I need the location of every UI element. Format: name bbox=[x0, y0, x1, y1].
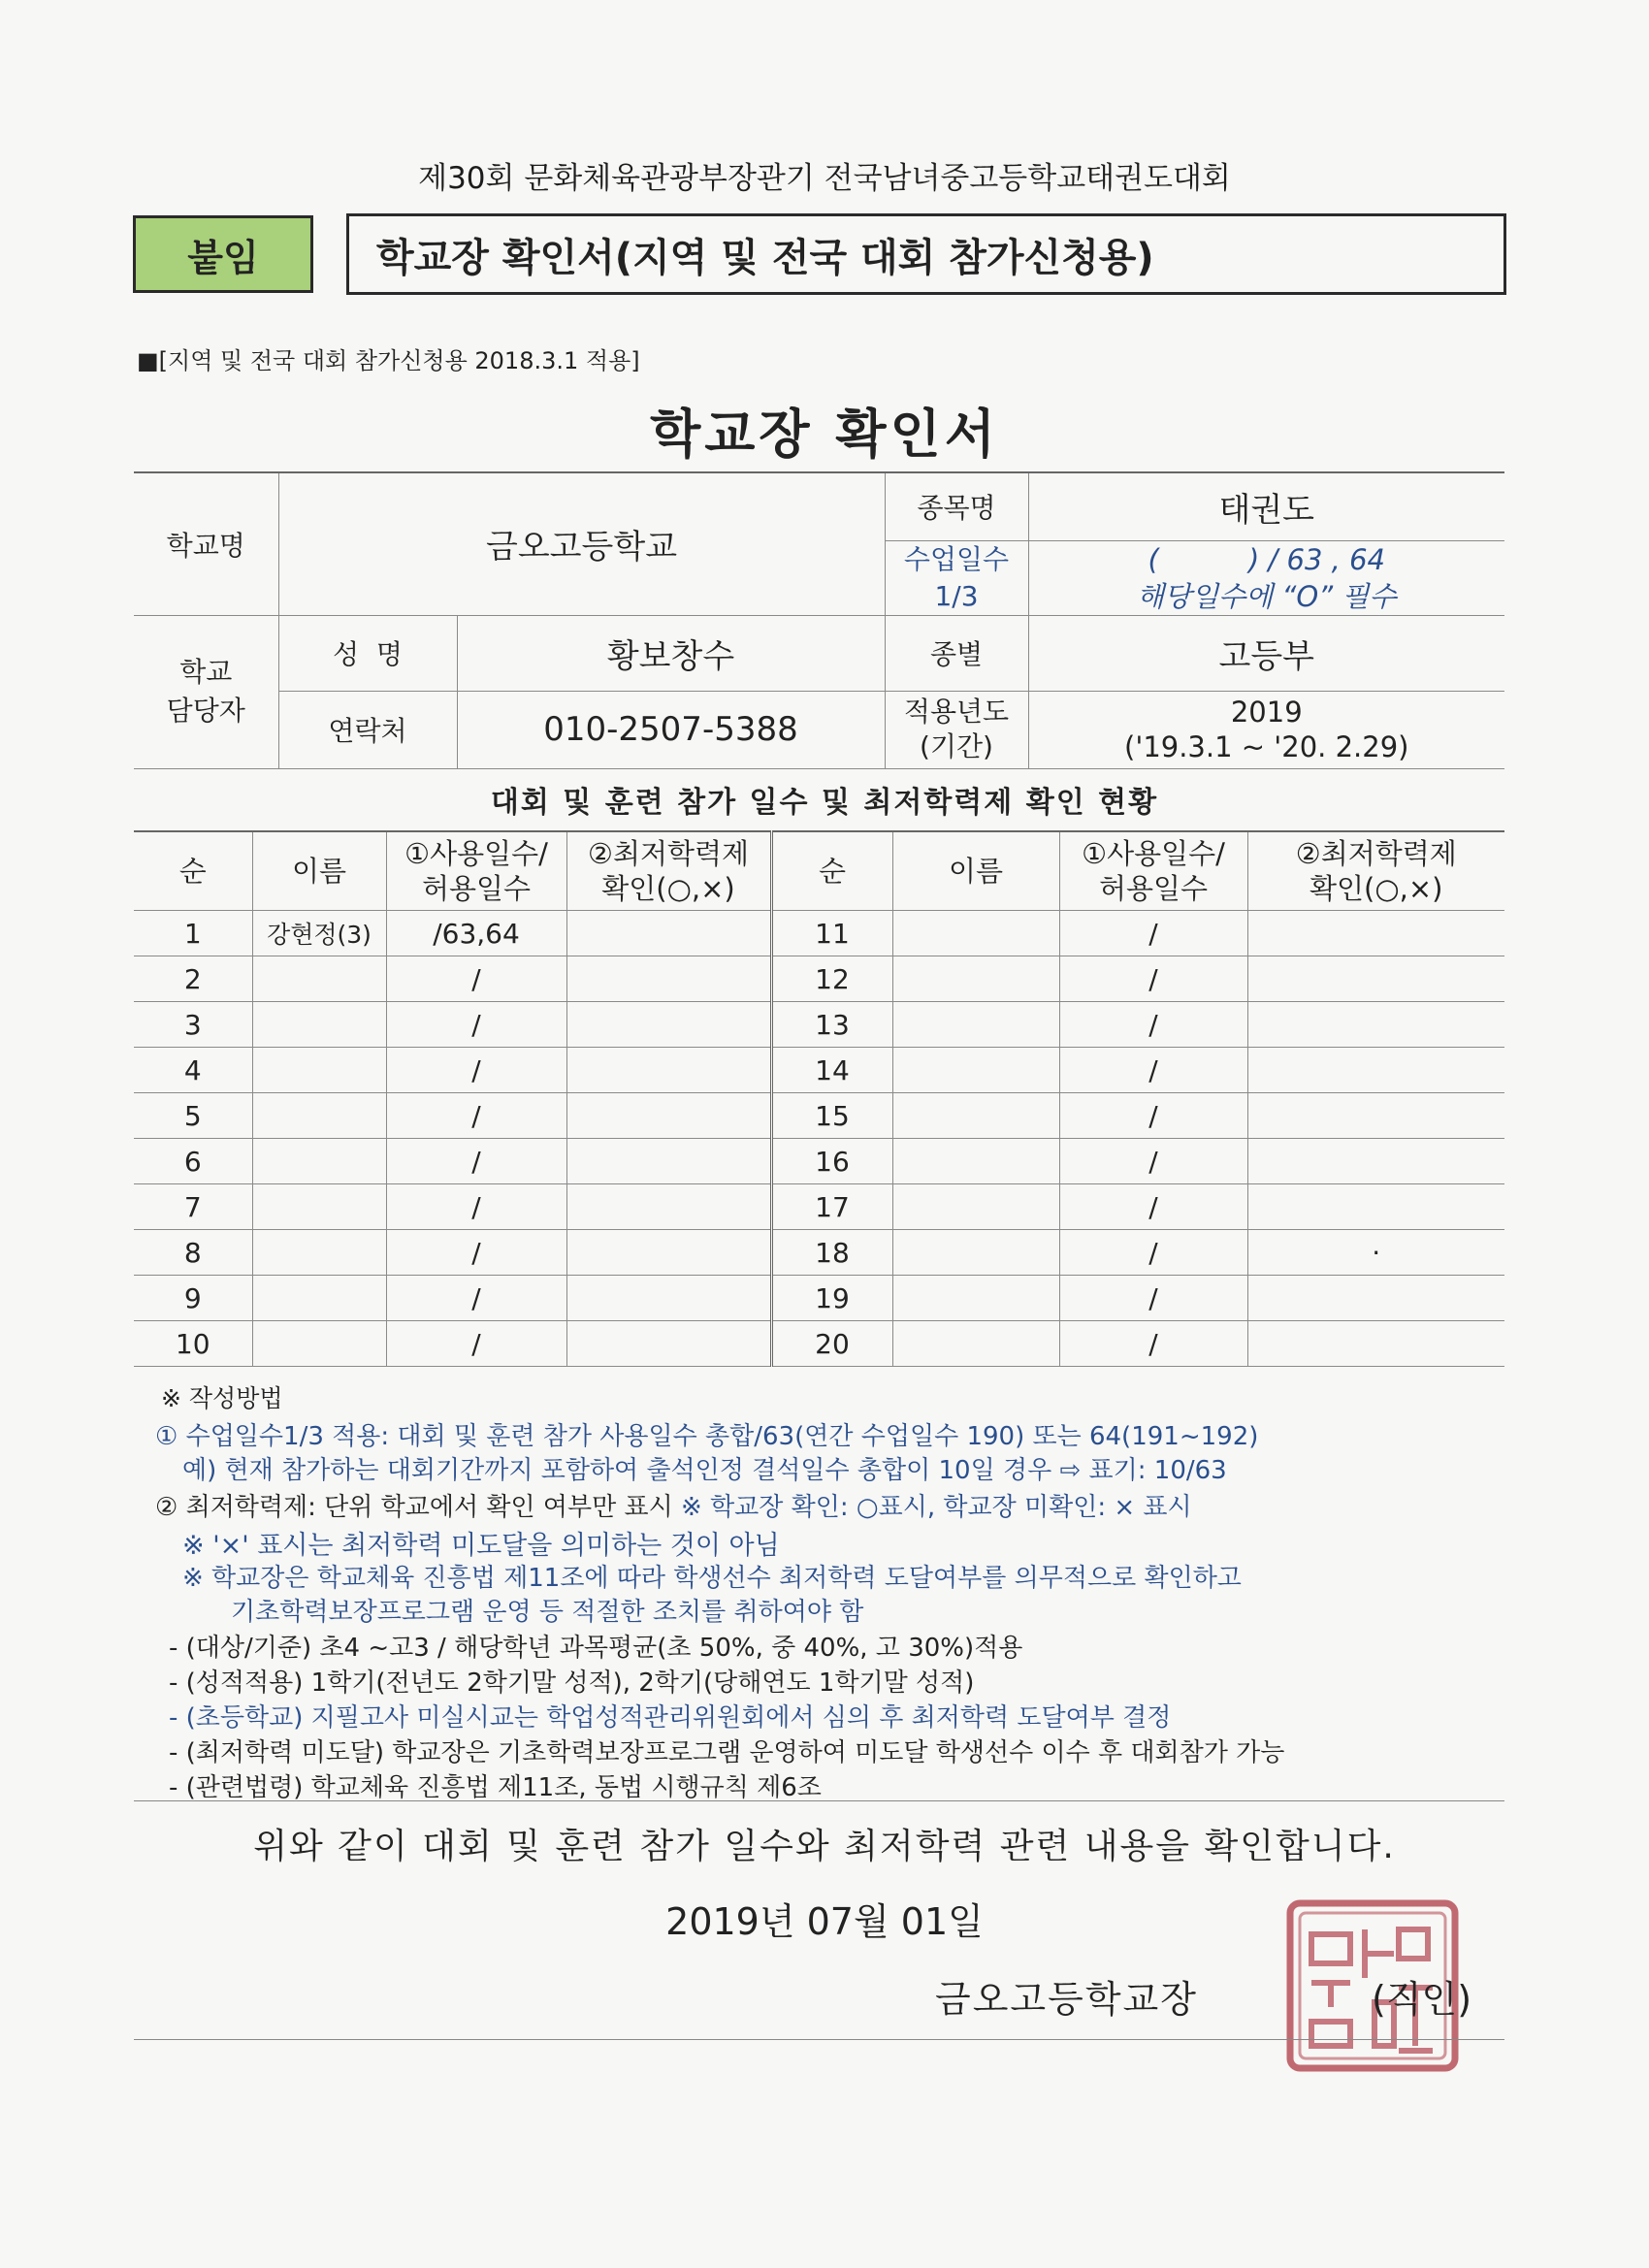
table-row bbox=[134, 1048, 1504, 1093]
sport-value: 태권도 bbox=[1028, 472, 1504, 540]
row-days: /63,64 bbox=[386, 911, 566, 956]
table-row bbox=[134, 1139, 1504, 1184]
row-days: / bbox=[386, 1321, 566, 1367]
row-check bbox=[566, 1093, 771, 1139]
signature-date: 2019년 07월 01일 bbox=[665, 1900, 984, 1943]
row-check bbox=[1247, 1321, 1504, 1367]
header-days bbox=[386, 831, 566, 911]
header-seq-right: 순 bbox=[771, 831, 892, 911]
form-note: ■[지역 및 전국 대회 참가신청용 2018.3.1 적용] bbox=[137, 347, 640, 374]
header-check bbox=[566, 831, 771, 911]
row-check bbox=[566, 956, 771, 1002]
year-value-2: ('19.3.1 ~ '20. 2.29) bbox=[1124, 730, 1409, 763]
event-title: 제30회 문화체육관광부장관기 전국남녀중고등학교태권도대회 bbox=[418, 161, 1231, 196]
document-title: 학교장 확인서(지역 및 전국 대회 참가신청용) bbox=[346, 213, 1506, 295]
method-line-5: ※ 학교장은 학교체육 진흥법 제11조에 따라 학생선수 최저학력 도달여부를 의무적으로 확인하고 bbox=[182, 1564, 1242, 1593]
row-check bbox=[566, 911, 771, 956]
row-check bbox=[1247, 1139, 1504, 1184]
row-days: / bbox=[1059, 1230, 1247, 1276]
row-seq: 12 bbox=[771, 956, 892, 1002]
row-seq: 10 bbox=[134, 1321, 252, 1367]
row-days: / bbox=[386, 1184, 566, 1230]
divider-bottom bbox=[134, 2039, 1504, 2040]
class-days-value-1: ( ) / 63 , 64 bbox=[1148, 542, 1385, 576]
class-days-label-1: 수업일수 bbox=[903, 542, 1010, 575]
confirmation-text: 위와 같이 대회 및 훈련 참가 일수와 최저학력 관련 내용을 확인합니다. bbox=[253, 1827, 1396, 1866]
row-check bbox=[1247, 911, 1504, 956]
row-name bbox=[252, 1230, 386, 1276]
main-title: 학교장 확인서 bbox=[650, 404, 999, 465]
row-check bbox=[1247, 1184, 1504, 1230]
table-row bbox=[134, 1276, 1504, 1321]
row-check: · bbox=[1247, 1230, 1504, 1276]
table-row bbox=[134, 911, 1504, 956]
row-seq: 16 bbox=[771, 1139, 892, 1184]
row-name bbox=[252, 1093, 386, 1139]
row-name bbox=[892, 1093, 1059, 1139]
row-seq: 8 bbox=[134, 1230, 252, 1276]
header-check-right bbox=[1247, 831, 1504, 911]
header-name-right: 이름 bbox=[892, 831, 1059, 911]
row-name bbox=[892, 1321, 1059, 1367]
header-days-right-2: 허용일수 bbox=[1098, 872, 1209, 905]
row-name bbox=[252, 1276, 386, 1321]
divider-top bbox=[134, 1800, 1504, 1801]
division-label: 종별 bbox=[885, 615, 1028, 691]
row-name bbox=[892, 1002, 1059, 1048]
row-name: 강현정(3) bbox=[252, 911, 386, 956]
header-name: 이름 bbox=[252, 831, 386, 911]
row-seq: 7 bbox=[134, 1184, 252, 1230]
contact-value: 010-2507-5388 bbox=[457, 691, 885, 768]
row-days: / bbox=[1059, 1093, 1247, 1139]
row-days: / bbox=[386, 1230, 566, 1276]
method-line-4: ※ '×' 표시는 최저학력 미도달을 의미하는 것이 아님 bbox=[182, 1531, 780, 1561]
school-label: 학교명 bbox=[134, 472, 278, 615]
row-seq: 11 bbox=[771, 911, 892, 956]
attachment-badge: 붙임 bbox=[133, 215, 313, 293]
header-days-right-1: ①사용일수/ bbox=[1082, 837, 1225, 870]
table-row bbox=[134, 1002, 1504, 1048]
row-seq: 2 bbox=[134, 956, 252, 1002]
sport-label: 종목명 bbox=[885, 472, 1028, 540]
row-seq: 17 bbox=[771, 1184, 892, 1230]
row-days: / bbox=[386, 1093, 566, 1139]
contact-label: 연락처 bbox=[278, 691, 457, 768]
row-check bbox=[566, 1184, 771, 1230]
row-check bbox=[1247, 1093, 1504, 1139]
table-row bbox=[134, 1230, 1504, 1276]
row-seq: 19 bbox=[771, 1276, 892, 1321]
row-days: / bbox=[1059, 911, 1247, 956]
row-seq: 9 bbox=[134, 1276, 252, 1321]
row-name bbox=[892, 1230, 1059, 1276]
header-check-2: 확인(○,×) bbox=[601, 872, 735, 905]
row-seq: 15 bbox=[771, 1093, 892, 1139]
name-label: 성 명 bbox=[278, 615, 457, 691]
row-check bbox=[1247, 1276, 1504, 1321]
section-title: 대회 및 훈련 참가 일수 및 최저학력제 확인 현황 bbox=[490, 786, 1159, 820]
row-check bbox=[566, 1276, 771, 1321]
row-seq: 18 bbox=[771, 1230, 892, 1276]
row-days: / bbox=[1059, 1321, 1247, 1367]
row-name bbox=[252, 1184, 386, 1230]
table-row bbox=[134, 1093, 1504, 1139]
row-check bbox=[566, 1002, 771, 1048]
row-check bbox=[566, 1321, 771, 1367]
row-check bbox=[1247, 1048, 1504, 1093]
row-name bbox=[892, 1276, 1059, 1321]
class-days-value bbox=[1028, 540, 1504, 615]
seal-label: (직인) bbox=[1372, 1978, 1472, 2021]
method-line-8: - (성적적용) 1학기(전년도 2학기말 성적), 2학기(당해연도 1학기말 성적) bbox=[169, 1669, 975, 1698]
row-days: / bbox=[386, 1002, 566, 1048]
row-check bbox=[566, 1230, 771, 1276]
row-seq: 3 bbox=[134, 1002, 252, 1048]
header-days-right bbox=[1059, 831, 1247, 911]
row-seq: 13 bbox=[771, 1002, 892, 1048]
row-days: / bbox=[1059, 956, 1247, 1002]
table-row bbox=[134, 1321, 1504, 1367]
row-days: / bbox=[1059, 1002, 1247, 1048]
row-seq: 6 bbox=[134, 1139, 252, 1184]
row-name bbox=[252, 1321, 386, 1367]
header-check-right-1: ②최저학력제 bbox=[1295, 837, 1457, 870]
row-name bbox=[892, 911, 1059, 956]
header-check-1: ②최저학력제 bbox=[587, 837, 750, 870]
method-line-3a: ② 최저학력제: 단위 학교에서 확인 여부만 표시 bbox=[155, 1493, 682, 1522]
row-seq: 20 bbox=[771, 1321, 892, 1367]
row-name bbox=[252, 956, 386, 1002]
year-label bbox=[885, 691, 1028, 768]
row-check bbox=[566, 1139, 771, 1184]
row-name bbox=[892, 956, 1059, 1002]
row-name bbox=[252, 1002, 386, 1048]
method-line-2: 예) 현재 참가하는 대회기간까지 포함하여 출석인정 결석일수 총합이 10일 경우 ⇨ 표기: 10/63 bbox=[182, 1456, 1227, 1485]
row-seq: 1 bbox=[134, 911, 252, 956]
row-name bbox=[252, 1048, 386, 1093]
method-line-9: - (초등학교) 지필고사 미실시교는 학업성적관리위원회에서 심의 후 최저학력 도달여부 결정 bbox=[169, 1703, 1172, 1733]
row-seq: 14 bbox=[771, 1048, 892, 1093]
row-days: / bbox=[386, 1048, 566, 1093]
participation-status-table bbox=[134, 830, 1504, 1367]
year-value-1: 2019 bbox=[1230, 696, 1303, 729]
header-check-right-2: 확인(○,×) bbox=[1310, 872, 1443, 905]
method-heading: ※ 작성방법 bbox=[161, 1384, 283, 1412]
header-days-1: ①사용일수/ bbox=[404, 837, 548, 870]
class-days-label-2: 1/3 bbox=[934, 579, 979, 612]
table-row bbox=[134, 956, 1504, 1002]
row-name bbox=[252, 1139, 386, 1184]
table-row bbox=[134, 1184, 1504, 1230]
method-line-1: ① 수업일수1/3 적용: 대회 및 훈련 참가 사용일수 총합/63(연간 수업일수 190) 또는 64(191~192) bbox=[155, 1422, 1259, 1451]
header-days-2: 허용일수 bbox=[421, 872, 532, 905]
table-header-row bbox=[134, 831, 1504, 911]
row-check bbox=[1247, 956, 1504, 1002]
row-days: / bbox=[1059, 1276, 1247, 1321]
row-name bbox=[892, 1139, 1059, 1184]
division-value: 고등부 bbox=[1028, 615, 1504, 691]
row-name bbox=[892, 1048, 1059, 1093]
row-days: / bbox=[1059, 1139, 1247, 1184]
row-days: / bbox=[386, 1139, 566, 1184]
manager-name: 황보창수 bbox=[457, 615, 885, 691]
school-info-table bbox=[134, 471, 1504, 769]
method-line-10: - (최저학력 미도달) 학교장은 기초학력보장프로그램 운영하여 미도달 학생선수 이수 후 대회참가 가능 bbox=[169, 1738, 1285, 1767]
row-days: / bbox=[1059, 1184, 1247, 1230]
row-name bbox=[892, 1184, 1059, 1230]
year-label-1: 적용년도 bbox=[903, 696, 1010, 728]
row-days: / bbox=[386, 1276, 566, 1321]
manager-label-2: 담당자 bbox=[166, 695, 245, 727]
class-days-value-2: 해당일수에 “O” 필수 bbox=[1137, 579, 1397, 613]
year-label-2: (기간) bbox=[920, 730, 993, 762]
row-check bbox=[566, 1048, 771, 1093]
method-line-3 bbox=[155, 1487, 1192, 1523]
header-seq: 순 bbox=[134, 831, 252, 911]
year-value bbox=[1028, 691, 1504, 768]
row-seq: 4 bbox=[134, 1048, 252, 1093]
method-line-6: 기초학력보장프로그램 운영 등 적절한 조치를 취하여야 함 bbox=[231, 1598, 864, 1627]
row-seq: 5 bbox=[134, 1093, 252, 1139]
row-days: / bbox=[386, 956, 566, 1002]
school-name: 금오고등학교 bbox=[278, 472, 885, 615]
method-line-7: - (대상/기준) 초4 ~고3 / 해당학년 과목평균(초 50%, 중 40%, 고 30%)적용 bbox=[169, 1634, 1023, 1663]
class-days-label bbox=[885, 540, 1028, 615]
manager-label bbox=[134, 615, 278, 768]
method-line-3b: ※ 학교장 확인: ○표시, 학교장 미확인: × 표시 bbox=[681, 1493, 1192, 1522]
manager-label-1: 학교 bbox=[179, 656, 233, 688]
method-line-11: - (관련법령) 학교체육 진흥법 제11조, 동법 시행규칙 제6조 bbox=[169, 1773, 822, 1802]
row-check bbox=[1247, 1002, 1504, 1048]
row-days: / bbox=[1059, 1048, 1247, 1093]
principal-name: 금오고등학교장 bbox=[935, 1978, 1198, 2021]
